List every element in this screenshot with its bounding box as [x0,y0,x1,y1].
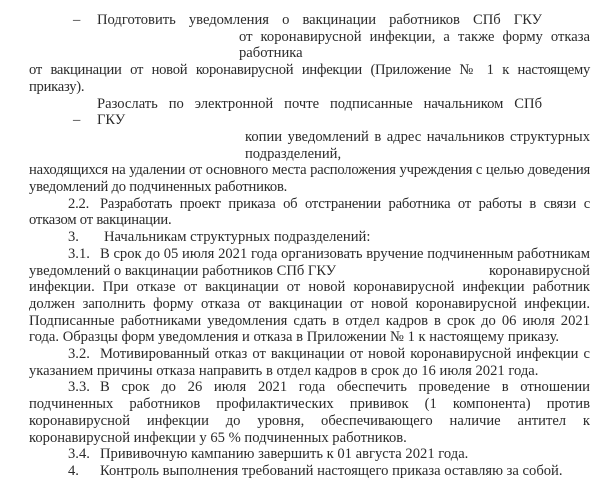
paragraph-text: от вакцинации от новой коронавирусной инфекции (Приложение № 1 к настоящему приказу). [29,62,590,95]
numbered-item-4 [29,463,590,480]
paragraph-text: Мотивированный отказ от вакцинации от новой коронавирусной инфекции с указанием причины отказа направить в отдел кадров в срок до 16 июля 2021 года. [29,346,590,379]
paragraph-line [29,129,590,162]
numbered-item-3 [29,229,590,246]
paragraph-text: копии уведомлений в адрес начальников структурных подразделений, [245,128,590,162]
numbered-item-3-4 [29,446,590,463]
dash-marker: – [73,12,81,28]
paragraph-text: Прививочную кампанию завершить к 01 августа 2021 года. [100,446,469,463]
paragraph-line [29,263,590,280]
paragraph-text: уведомлений о вакцинации работников СПб ГКУ [29,262,337,279]
document-body [29,12,590,480]
paragraph-text: коронавирусной [488,262,590,279]
paragraph-text: Контроль выполнения требований настоящего приказа оставляю за собой. [100,462,563,479]
item-number: 3.4. [68,446,90,463]
bullet-item-email-notices [29,96,590,196]
paragraph-text: от коронавирусной инфекции, а также форму отказа работника [239,28,590,62]
item-number: 2.2. [68,195,90,212]
paragraph-text: Подготовить уведомления о вакцинации работников СПб ГКУ [97,12,542,28]
paragraph-line [29,246,590,263]
numbered-item-2-2 [29,196,590,229]
item-number: 3. [68,229,79,246]
numbered-item-3-3 [29,379,590,446]
item-number: 3.1. [68,245,90,262]
paragraph-text: В срок до 05 июля 2021 года организовать вручение подчиненным работникам [100,245,590,262]
paragraph-text: Разработать проект приказа об отстранении работника от работы в связи с отказом от вакцинации. [29,195,590,229]
numbered-item-3-2 [29,346,590,379]
dash-marker: – [73,112,81,129]
paragraph-text: Начальникам структурных подразделений: [104,229,371,246]
paragraph-text: инфекции. При отказе от вакцинации от новой коронавирусной инфекции работник должен заполнить форму отказа от вакцинации от новой коронавирусной инфекции. Подписанные работниками уведомления сдать в отдел кадров в срок до 06 июля 2021 года. Образцы форм уведомления и отказа в Приложении № 1 к настоящему приказу. [29,279,590,346]
paragraph-line [29,12,590,29]
item-number: 4. [68,462,79,479]
numbered-item-3-1 [29,246,590,346]
item-number: 3.2. [68,346,90,363]
bullet-item-prepare-notices [29,12,590,96]
paragraph-text: В срок до 26 июля 2021 года обеспечить проведение в отношении подчиненных работников профилактических прививок (1 компонента) против коронавирусной инфекции до уровня, обеспечивающего наличие антител к коронавирусной инфекции у 65 % подчиненных работников. [29,379,590,446]
paragraph-text: находящихся на удалении от основного места расположения учреждения с целью доведения уведомлений до подчиненных работников. [29,162,590,196]
paragraph-line [29,96,590,129]
paragraph-text: Разослать по электронной почте подписанные начальником СПб ГКУ [97,95,542,129]
item-number: 3.3. [68,379,90,396]
paragraph-line [29,29,590,62]
paragraph-line [29,62,590,95]
